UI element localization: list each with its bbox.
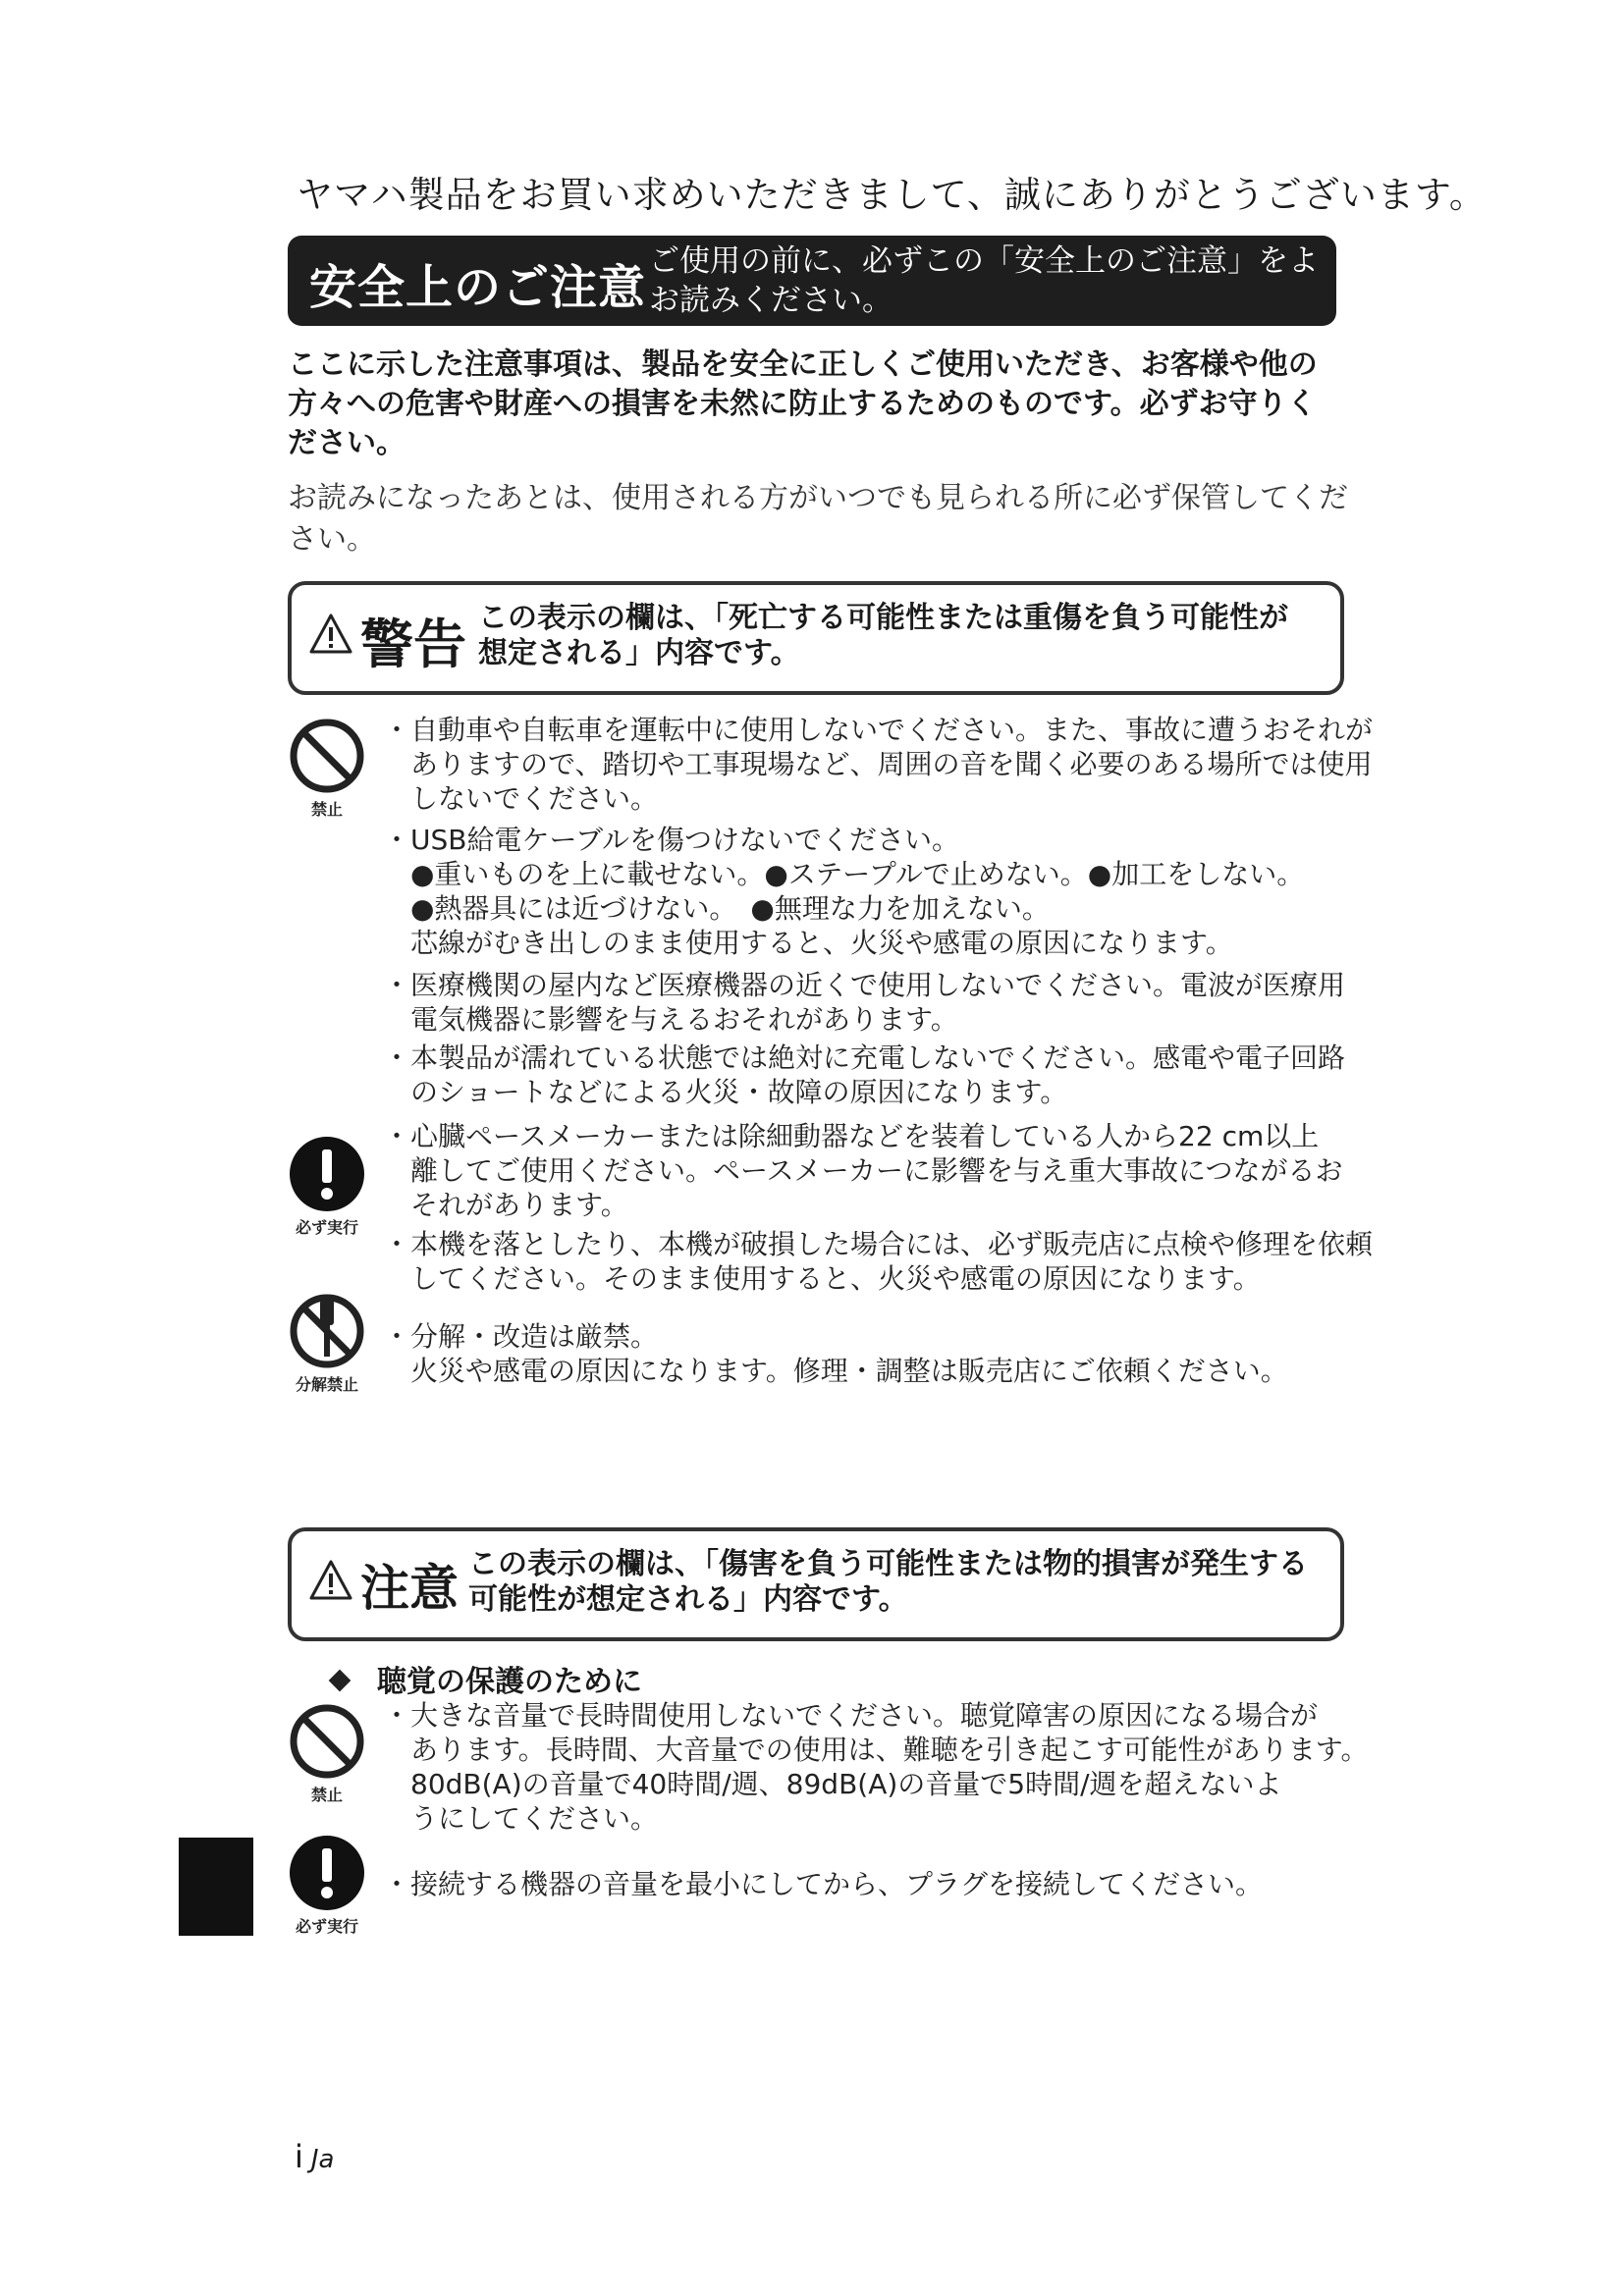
caution-description-line: この表示の欄は、「傷害を負う可能性または物的損害が発生する — [468, 1547, 1308, 1581]
intro-bold-line: ここに示した注意事項は、製品を安全に正しくご使用いただき、お客様や他の — [288, 347, 1318, 382]
intro-note-paragraph — [288, 478, 1368, 561]
warning-item — [383, 1041, 1384, 1109]
warning-item — [383, 713, 1384, 816]
prohibited-label: 禁止 — [310, 1786, 343, 1804]
warning-item-line: 心臓ペースメーカーまたは除細動器などを装着している人から22 cm以上 — [410, 1120, 1320, 1152]
warning-title: 警告 — [360, 614, 466, 675]
caution-triangle-icon — [309, 1559, 352, 1602]
warning-item — [383, 1227, 1384, 1296]
warning-item-line: ●熱器具には近づけない。 ●無理な力を加えない。 — [410, 892, 1050, 925]
hearing-heading-text: 聴覚の保護のために — [377, 1665, 642, 1699]
must-do-label: 必ず実行 — [295, 1218, 358, 1237]
hearing-item-line: 80dB(A)の音量で40時間/週、89dB(A)の音量で5時間/週を超えないよ — [410, 1768, 1282, 1800]
no-disassembly-symbol — [285, 1292, 369, 1395]
must-do-label: 必ず実行 — [295, 1917, 358, 1936]
warning-item-line: してください。そのまま使用すると、火災や感電の原因になります。 — [410, 1262, 1261, 1295]
banner-subtitle-line: お読みください。 — [649, 283, 893, 318]
warning-item — [383, 1319, 1384, 1388]
warning-item-line: 分解・改造は厳禁。 — [410, 1320, 659, 1353]
intro-bold-paragraph — [288, 346, 1348, 463]
hearing-item-line: 大きな音量で長時間使用しないでください。聴覚障害の原因になる場合が — [410, 1699, 1319, 1732]
warning-item-line: 自動車や自転車を運転中に使用しないでください。また、事故に遭うおそれが — [410, 714, 1374, 746]
hearing-item-line: 接続する機器の音量を最小にしてから、プラグを接続してください。 — [410, 1868, 1264, 1900]
hearing-item-line: うにしてください。 — [410, 1802, 659, 1835]
mandatory-action-icon — [288, 1135, 366, 1213]
caution-description-line: 可能性が想定される」内容です。 — [468, 1582, 908, 1617]
warning-item — [383, 823, 1384, 960]
intro-note-line: お読みになったあとは、使用される方がいつでも見られる所に必ず保管してくだ — [288, 481, 1348, 515]
warning-item-line: 芯線がむき出しのまま使用すると、火災や感電の原因になります。 — [410, 927, 1233, 959]
section-index-tab — [179, 1838, 253, 1936]
prohibited-icon — [288, 717, 366, 795]
intro-note-line: さい。 — [288, 522, 376, 557]
language-code: Ja — [310, 2145, 335, 2174]
bullet-mark: ・ — [383, 1699, 411, 1732]
warning-item-line: 本機を落としたり、本機が破損した場合には、必ず販売店に点検や修理を依頼 — [410, 1228, 1374, 1260]
prohibited-symbol — [285, 1702, 369, 1805]
no-disassembly-label: 分解禁止 — [295, 1375, 358, 1394]
warning-item-line: のショートなどによる火災・故障の原因になります。 — [410, 1076, 1068, 1108]
bullet-mark: ・ — [383, 1868, 411, 1900]
warning-item-line: 離してご使用ください。ペースメーカーに影響を与え重大事故につながるお — [410, 1154, 1343, 1187]
bullet-mark: ・ — [383, 1320, 411, 1353]
warning-item-line: ●重いものを上に載せない。●ステープルで止めない。●加工をしない。 — [410, 858, 1305, 890]
warning-item-line: 医療機関の屋内など医療機器の近くで使用しないでください。電波が医療用 — [410, 969, 1346, 1001]
prohibited-label: 禁止 — [310, 800, 343, 819]
hearing-protection-heading — [332, 1657, 642, 1700]
bullet-mark: ・ — [383, 824, 411, 856]
prohibited-icon — [288, 1702, 366, 1781]
warning-description — [478, 601, 1288, 671]
mandatory-action-icon — [288, 1834, 366, 1912]
banner-subtitle — [649, 241, 1319, 320]
bullet-mark: ・ — [383, 1228, 411, 1260]
bullet-mark: ・ — [383, 1120, 411, 1152]
warning-heading-box — [288, 581, 1344, 695]
caution-description — [468, 1547, 1308, 1618]
warning-item-line: 電気機器に影響を与えるおそれがあります。 — [410, 1003, 958, 1036]
no-disassembly-icon — [288, 1292, 366, 1370]
banner-subtitle-line: ご使用の前に、必ずこの「安全上のご注意」をよ — [649, 243, 1319, 279]
warning-item — [383, 1119, 1384, 1222]
warning-item-line: 火災や感電の原因になります。修理・調整は販売店にご依頼ください。 — [410, 1355, 1288, 1387]
hearing-item — [383, 1698, 1384, 1836]
page-number — [295, 2138, 335, 2175]
intro-bold-line: ださい。 — [288, 426, 406, 460]
warning-item-line: 本製品が濡れている状態では絶対に充電しないでください。感電や電子回路 — [410, 1041, 1346, 1074]
safety-precautions-banner — [288, 236, 1336, 326]
bullet-mark: ・ — [383, 714, 411, 746]
prohibited-symbol — [285, 717, 369, 820]
greeting-text: ヤマハ製品をお買い求めいただきまして、誠にありがとうございます。 — [297, 174, 1487, 216]
caution-title: 注意 — [360, 1560, 459, 1617]
caution-heading-box — [288, 1527, 1344, 1641]
warning-description-line: 想定される」内容です。 — [478, 636, 800, 670]
diamond-bullet-icon — [329, 1670, 352, 1692]
banner-title: 安全上のご注意 — [309, 260, 647, 315]
warning-item-line: しないでください。 — [410, 782, 659, 815]
hearing-item-line: あります。長時間、大音量での使用は、難聴を引き起こす可能性があります。 — [410, 1734, 1369, 1766]
bullet-mark: ・ — [383, 969, 411, 1001]
must-do-symbol — [285, 1834, 369, 1937]
warning-item-line: ありますので、踏切や工事現場など、周囲の音を聞く必要のある場所では使用 — [410, 748, 1373, 780]
intro-bold-line: 方々への危害や財産への損害を未然に防止するためのものです。必ずお守りく — [288, 387, 1317, 421]
warning-triangle-icon — [309, 613, 352, 656]
warning-item — [383, 968, 1384, 1037]
warning-description-line: この表示の欄は、「死亡する可能性または重傷を負う可能性が — [478, 601, 1288, 635]
bullet-mark: ・ — [383, 1041, 411, 1074]
page-number-value: i — [295, 2138, 303, 2175]
warning-item-line: USB給電ケーブルを傷つけないでください。 — [410, 824, 959, 856]
warning-item-line: それがあります。 — [410, 1189, 628, 1221]
must-do-symbol — [285, 1135, 369, 1238]
hearing-item — [383, 1867, 1384, 1901]
